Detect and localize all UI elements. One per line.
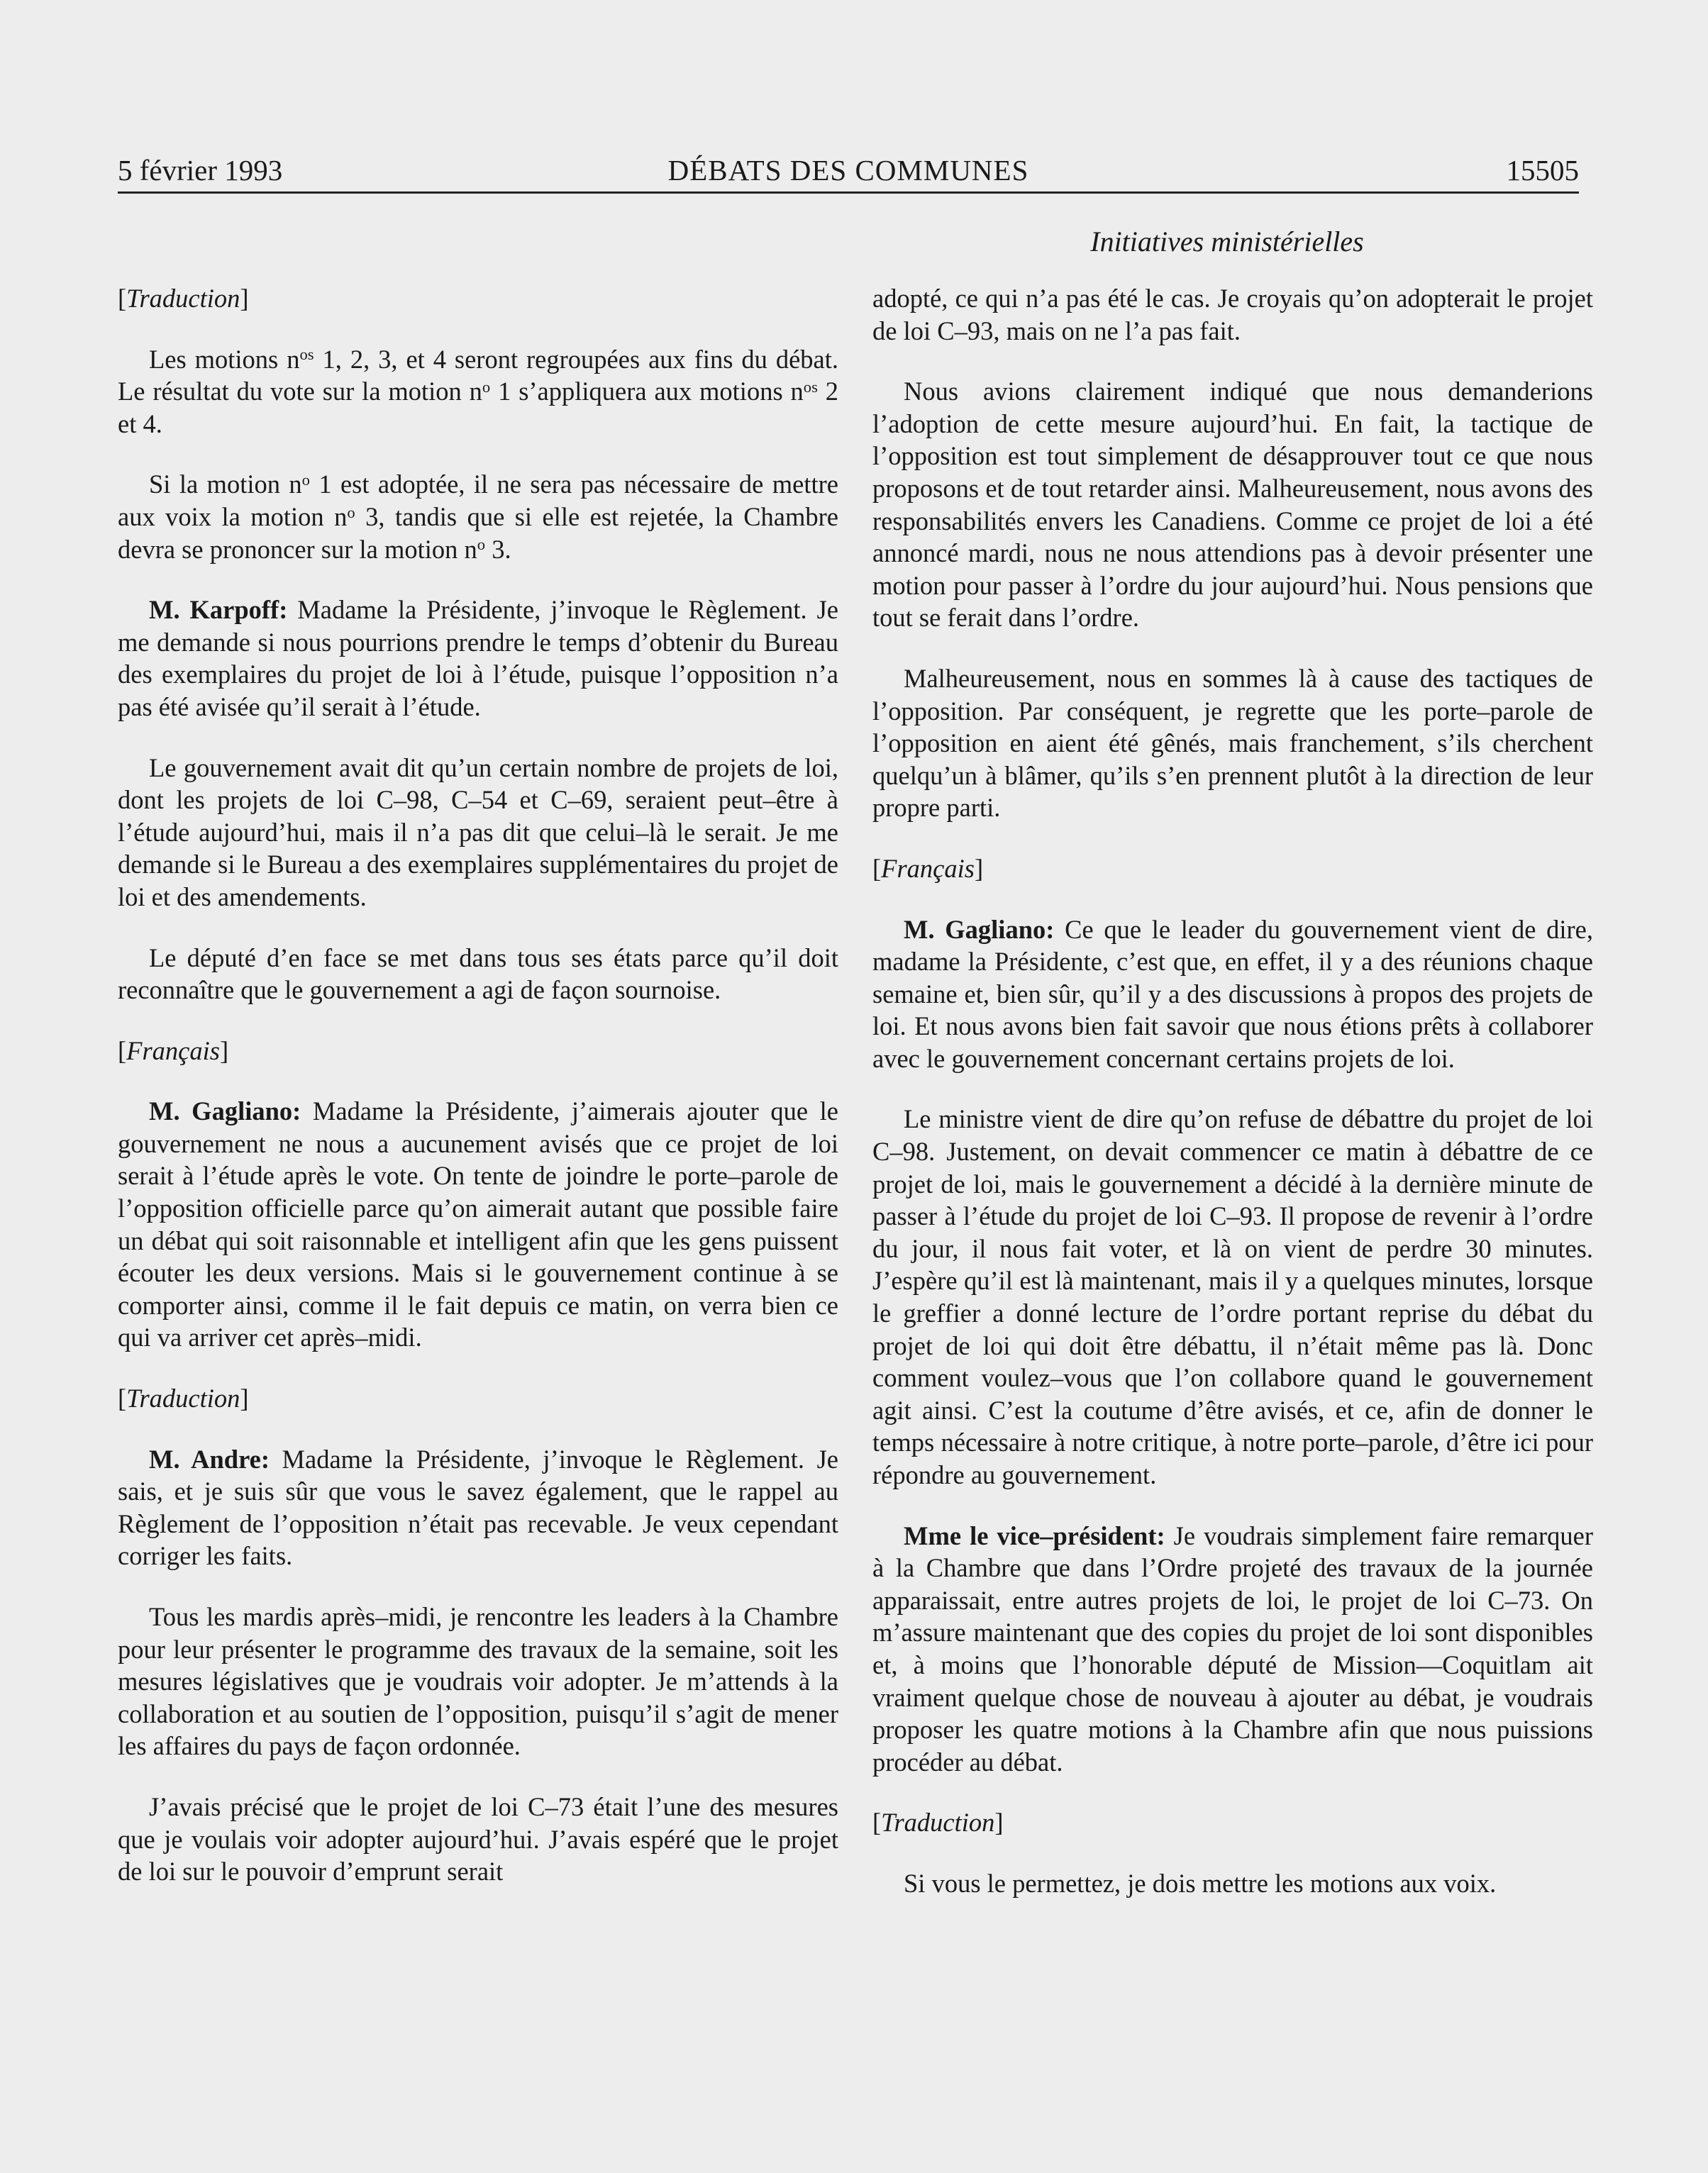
speaker-name: M. Gagliano: [904,914,1055,944]
paragraph: Le ministre vient de dire qu’on refuse de débattre du projet de loi C–98. Justement, on devait commencer ce matin à débattre de ce projet de loi, mais le gouvernement a décidé à la dernière minute de passer à l’étude du projet de loi C–93. Il propose de revenir à l’ordre du jour, il nous fait voter, et là on vient de perdre 30 minutes. J’espère qu’il est là maintenant, mais il y a quelques minutes, lorsque le greffier a donné lecture de l’ordre portant reprise du débat du projet de loi qui doit être débattu, il n’était même pas là. Donc comment voulez–vous que l’on collabore quand le gouvernement agit ainsi. C’est la coutume d’être avisés, et ce, afin de donner le temps nécessaire à notre critique, à notre porte–parole, d’être ici pour répondre au gouvernement. [872,1104,1593,1489]
paragraph: Si la motion $n^o$ 1 est adoptée, il ne sera pas nécessaire de mettre aux voix la motion $n^o$ 3, tandis que si elle est rejetée, la Chambre devra se prononcer sur la motion $n^o$ 3. [118,469,838,564]
speaker-name: M. Karpoff: [149,595,288,625]
speech-paragraph: Mme le vice–président: Je voudrais simplement faire remarquer à la Chambre que dans l’Ordre projeté des travaux de la journée apparaissait, entre autres projets de loi, le projet de loi C–73. On m’assure maintenant que des copies du projet de loi sont disponibles et, à moins que l’honorable député de Mission—Coquitlam ait vraiment quelque chose de nouveau à ajouter au débat, je voudrais proposer les quatre motions à la Chambre afin que nous puissions procéder au débat. [872,1521,1594,1777]
language-tag: [Traduction] [872,1808,1004,1838]
language-tag: [Français] [872,853,984,883]
header-rule [118,191,1579,194]
paragraph: Les motions $n^{os}$ 1, 2, 3, et 4 seront regroupées aux fins du débat. Le résultat du vote sur la motion $n^o$ 1 s’appliquera aux motions $n^{os}$ 2 et 4. [118,344,839,438]
paragraph: Le député d’en face se met dans tous ses états parce qu’il doit reconnaître que le gouvernement a agi de façon sournoise. [118,943,838,1005]
right-column [872,282,1593,1928]
paragraph: Nous avions clairement indiqué que nous demanderions l’adoption de cette mesure aujourd’hui. En fait, la tactique de l’opposition est tout simplement de désapprouver tout ce que nous proposons et de tout retarder ainsi. Malheureusement, nous avons des responsabilités envers les Canadiens. Comme ce projet de loi a été annoncé mardi, nous ne nous attendions pas à devoir présenter une motion pour passer à l’ordre du jour aujourd’hui. Nous pensions que tout se ferait dans l’ordre. [872,377,1593,633]
language-tag: [Traduction] [118,284,249,313]
paragraph: Malheureusement, nous en sommes là à cause des tactiques de l’opposition. Par conséquent, je regrette que les porte–parole de l’opposition en aient été gênés, mais franchement, s’ils cherchent quelqu’un à blâmer, qu’ils s’en prennent plutôt à la direction de leur propre parti. [872,663,1593,823]
paragraph: adopté, ce qui n’a pas été le cas. Je croyais qu’on adopterait le projet de loi C–93, mais on ne l’a pas fait. [872,284,1593,345]
speaker-name: M. Andre: [149,1444,270,1474]
speech-paragraph: M. Gagliano: Madame la Présidente, j’aimerais ajouter que le gouvernement ne nous a aucunement avisés que ce projet de loi serait à l’étude après le vote. On tente de joindre le porte–parole de l’opposition officielle parce qu’on aimerait autant que possible faire un débat qui soit raisonnable et intelligent afin que les gens puissent écouter les deux versions. Mais si le gouvernement continue à se comporter ainsi, comme il le fait depuis ce matin, on verra bien ce qui va arriver cet après–midi. [118,1096,839,1352]
speech-paragraph: M. Gagliano: Ce que le leader du gouvernement vient de dire, madame la Présidente, c’est que, en effet, il y a des réunions chaque semaine et, bien sûr, qu’il y a des discussions à propos des projets de loi. Et nous avons bien fait savoir que nous étions prêts à collaborer avec le gouvernement concernant certains projets de loi. [872,914,1594,1073]
paragraph: Tous les mardis après–midi, je rencontre les leaders à la Chambre pour leur présenter le programme des travaux de la semaine, soit les mesures législatives que je voudrais voir adopter. Je m’attends à la collaboration et au soutien de l’opposition, puisqu’il s’agit de mener les affaires du pays de façon ordonnée. [118,1602,838,1761]
speaker-name: M. Gagliano: [149,1096,301,1126]
paragraph: Si vous le permettez, je dois mettre les motions aux voix. [904,1868,1497,1898]
speech-paragraph: M. Andre: Madame la Présidente, j’invoque le Règlement. Je sais, et je suis sûr que vous le savez également, que le rappel au Règlement de l’opposition n’était pas recevable. Je veux cependant corriger les faits. [118,1444,838,1571]
paragraph: Le gouvernement avait dit qu’un certain nombre de projets de loi, dont les projets de loi C–98, C–54 et C–69, seraient peut–être à l’étude aujourd’hui, mais il n’a pas dit que celui–là le serait. Je me demande si le Bureau a des exemplaires supplémentaires du projet de loi et des amendements. [118,752,838,911]
paragraph: J’avais précisé que le projet de loi C–73 était l’une des mesures que je voulais voir adopter aujourd’hui. J’avais espéré que le projet de loi sur le pouvoir d’emprunt serait [118,1791,838,1886]
header-date: 5 février 1993 [118,154,283,187]
speaker-name: Mme le vice–président: [904,1521,1165,1550]
language-tag: [Traduction] [118,1384,249,1413]
header-title: DÉBATS DES COMMUNES [667,154,1029,187]
left-column [118,282,838,1916]
section-heading: Initiatives ministérielles [1090,226,1364,257]
page-header [118,149,1579,191]
speech-paragraph: M. Karpoff: Madame la Présidente, j’invoque le Règlement. Je me demande si nous pourrions prendre le temps d’obtenir du Bureau des exemplaires du projet de loi à l’étude, puisque l’opposition n’a pas été avisée qu’il serait à l’étude. [118,595,838,721]
language-tag: [Français] [118,1035,229,1065]
header-page-number: 15505 [1506,154,1579,187]
